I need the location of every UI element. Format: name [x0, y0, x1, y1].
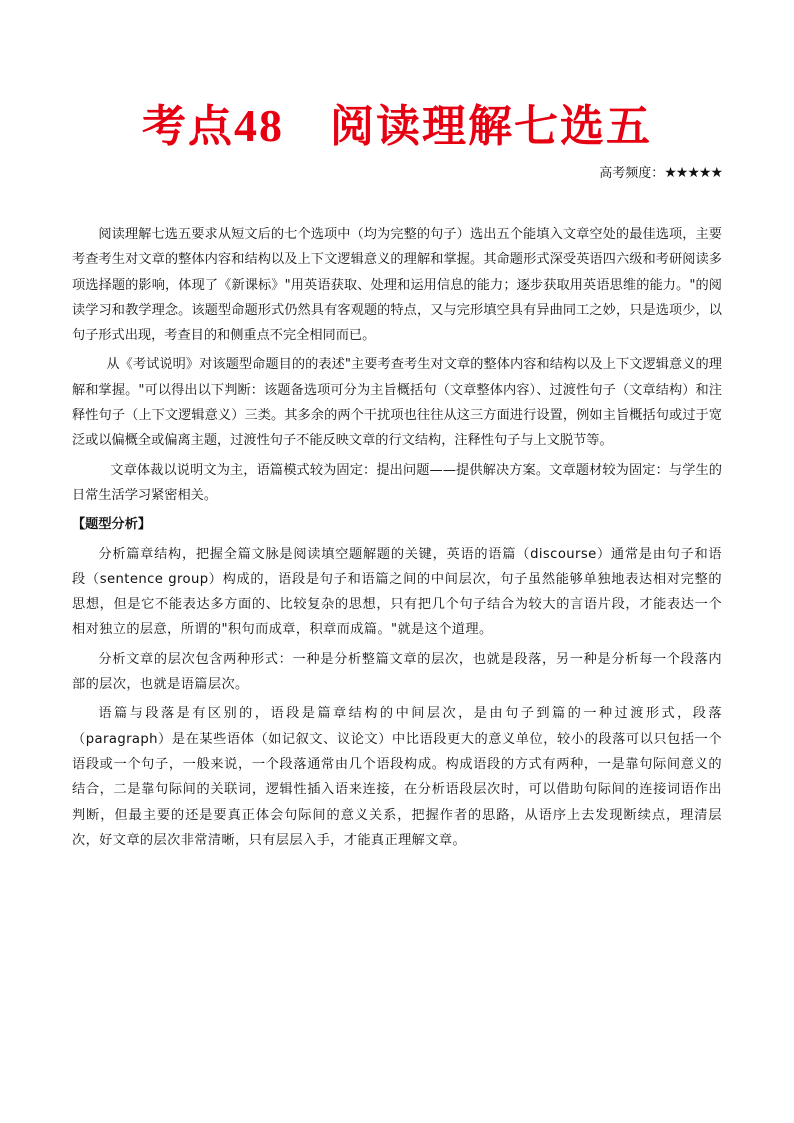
title-text: 阅读理解七选五 [330, 101, 652, 152]
frequency-rating [599, 164, 722, 183]
paragraph-levels: 分析文章的层次包含两种形式：一种是分析整篇文章的层次，也就是段落，另一种是分析每一个段落内部的层次，也就是语篇层次。 [72, 651, 722, 693]
frequency-label: 高考频度： [599, 166, 665, 181]
paragraph-intro: 阅读理解七选五要求从短文后的七个选项中（均为完整的句子）选出五个能填入文章空处的最佳选项，主要考查考生对文章的整体内容和结构以及上下文逻辑意义的理解和掌握。其命题形式深受英语四六级和考研阅读多项选择题的影响，体现了《新课标》"用英语获取、处理和运用信息的能力；逐步获取用英语思维的能力。"的阅读学习和教学理念。该题型命题形式仍然具有客观题的特点，又与完形填空具有异曲同工之妙，只是选项少，以句子形式出现，考查目的和侧重点不完全相同而已。 [72, 227, 722, 344]
paragraph-discourse-vs-paragraph: 语篇与段落是有区别的，语段是篇章结构的中间层次，是由句子到篇的一种过渡形式，段落（paragraph）是在某些语体（如记叙文、议论文）中比语段更大的意义单位，较小的段落可以只包括一个语段或一个句子，一般来说，一个段落通常由几个语段构成。构成语段的方式有两种，一是靠句际间意义的结合，二是靠句际间的关联词，逻辑性插入语来连接，在分析语段层次时，可以借助句际间的连接词语作出判断，但最主要的还是要真正体会句际间的意义关系，把握作者的思路，从语序上去发现断续点，理清层次，好文章的层次非常清晰，只有层层入手，才能真正理解文章。 [72, 706, 722, 848]
paragraph-exam-description: 从《考试说明》对该题型命题目的的表述"主要考查考生对文章的整体内容和结构以及上下文逻辑意义的理解和掌握。"可以得出以下判断：该题备选项可分为主旨概括句（文章整体内容）、过渡性句子（文章结构）和注释性句子（上下文逻辑意义）三类。其多余的两个干扰项也往往从这三方面进行设置，例如主旨概括句或过于宽泛或以偏概全或偏离主题，过渡性句子不能反映文章的行文结构，注释性句子与上文脱节等。 [72, 357, 722, 449]
paragraph-genre: 文章体裁以说明文为主，语篇模式较为固定：提出问题——提供解决方案。文章题材较为固定：与学生的日常生活学习紧密相关。 [72, 462, 722, 503]
title-prefix: 考点 [142, 101, 234, 152]
title-number: 48 [234, 100, 284, 151]
section-heading: 【题型分析】 [72, 517, 152, 533]
article-body [72, 222, 722, 857]
star-rating-icon: ★★★★★ [664, 165, 722, 181]
page-title [0, 96, 794, 157]
paragraph-structure-analysis: 分析篇章结构，把握全篇文脉是阅读填空题解题的关键，英语的语篇（discourse）通常是由句子和语段（sentence group）构成的，语段是句子和语篇之间的中间层次，句子虽然能够单独地表达相对完整的思想，但是它不能表达多方面的、比较复杂的思想，只有把几个句子结合为较大的言语片段，才能表达一个相对独立的层意，所谓的"积句而成章，积章而成篇。"就是这个道理。 [72, 546, 722, 638]
